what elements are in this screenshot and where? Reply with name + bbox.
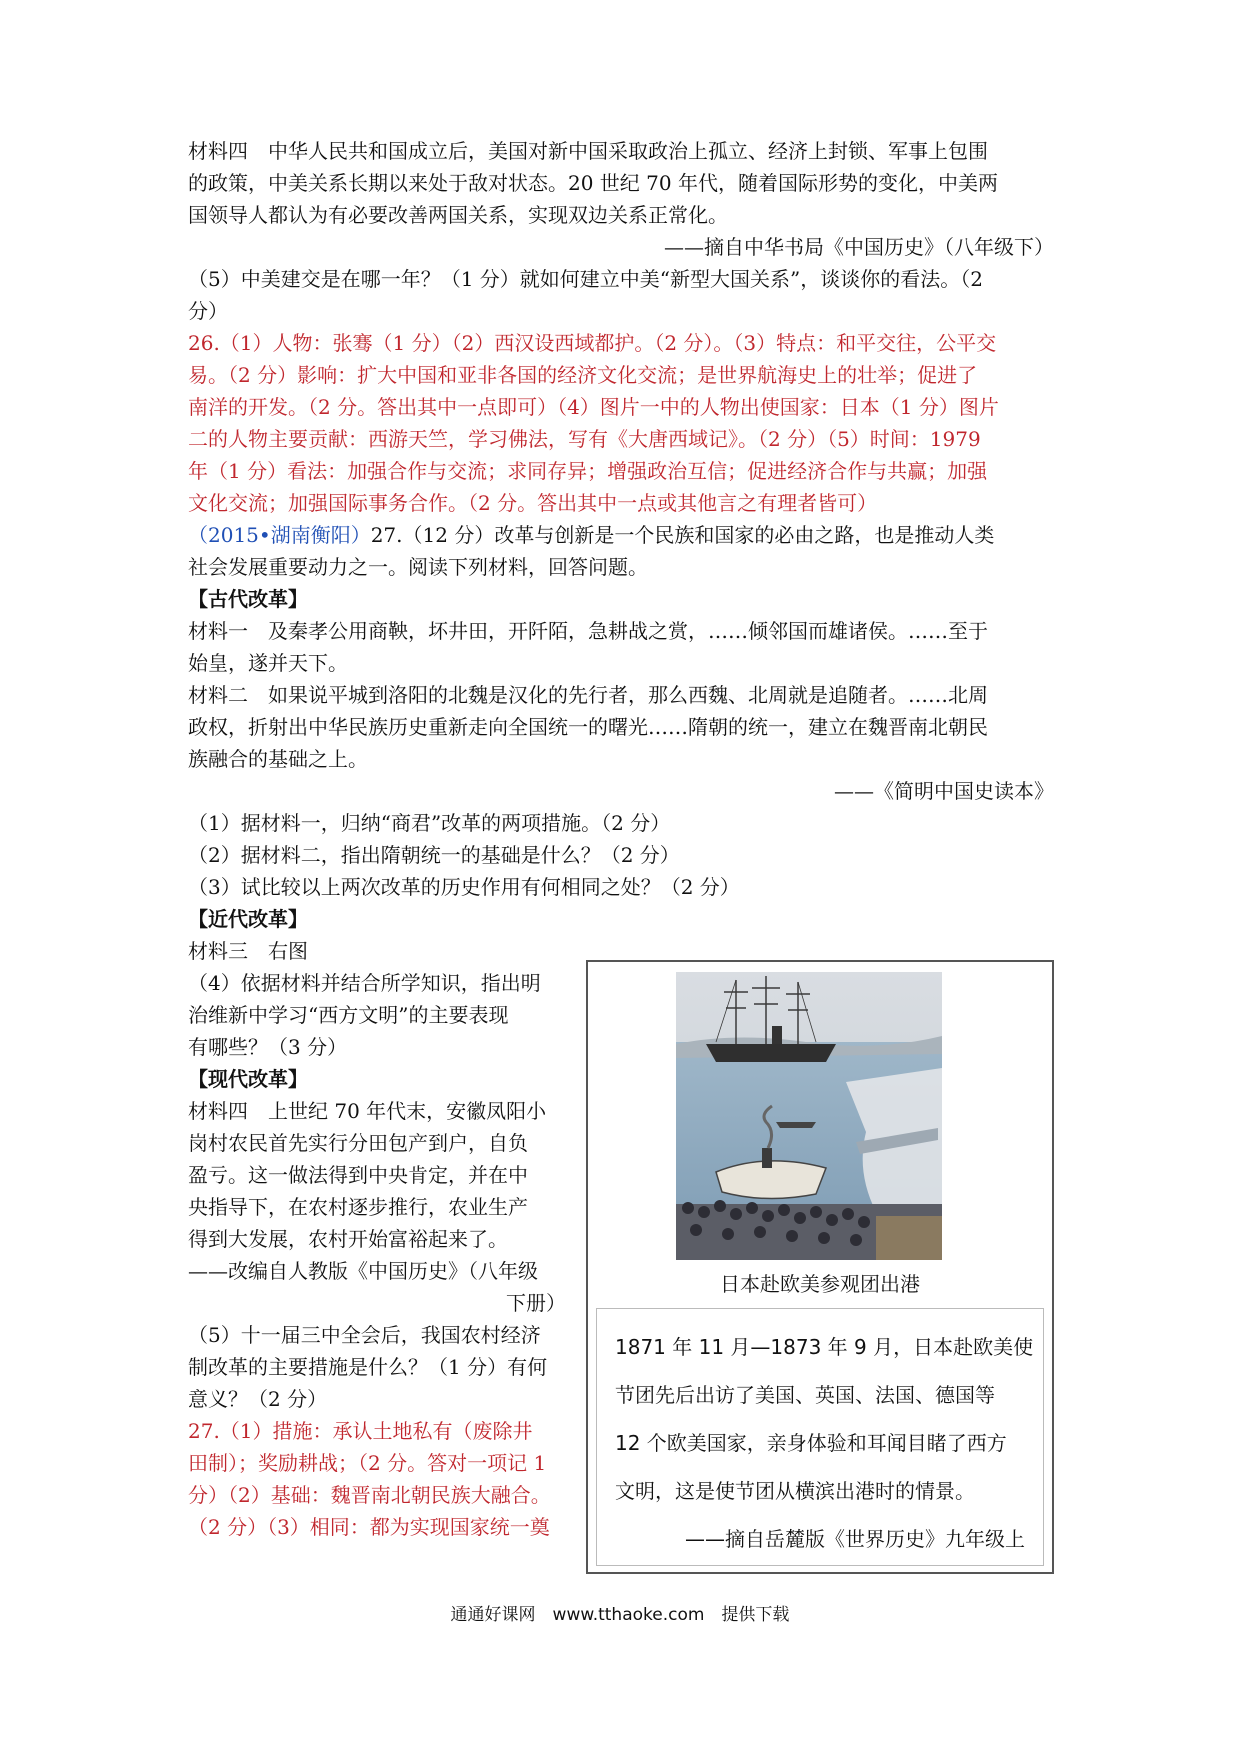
- material4-source: ——摘自中华书局《中国历史》（八年级下）: [664, 235, 1054, 259]
- material1-line-1: 材料一 及秦孝公用商鞅，坏井田，开阡陌，急耕战之赏，……倾邻国而雄诸侯。……至于: [188, 619, 988, 643]
- question3: （3）试比较以上两次改革的历史作用有何相同之处？（2 分）: [188, 875, 740, 899]
- section-ancient-reform: 【古代改革】: [188, 587, 308, 611]
- material4b-line-2: 岗村农民首先实行分田包产到户，自负: [188, 1131, 528, 1155]
- question5-line-2: 分）: [188, 299, 228, 323]
- question5b-line-3: 意义？（2 分）: [188, 1387, 328, 1411]
- question2: （2）据材料二，指出隋朝统一的基础是什么？（2 分）: [188, 843, 680, 867]
- answer26-line-3: 南洋的开发。（2 分。答出其中一点即可）（4）图片一中的人物出使国家：日本（1 分）图片: [188, 395, 999, 419]
- question27-source-tag: （2015•湖南衡阳）: [188, 523, 371, 547]
- material3-label: 材料三 右图: [188, 939, 308, 963]
- figure-quote-line-2: 节团先后出访了美国、英国、法国、德国等: [615, 1383, 995, 1407]
- answer27-line-4: （2 分）（3）相同：都为实现国家统一奠: [188, 1515, 550, 1539]
- figure-quote-line-1: 1871 年 11 月—1873 年 9 月，日本赴欧美使: [615, 1335, 1034, 1359]
- material4b-line-4: 央指导下，在农村逐步推行，农业生产: [188, 1195, 528, 1219]
- figure-quote-line-4: 文明，这是使节团从横滨出港时的情景。: [615, 1479, 975, 1503]
- page-footer: 通通好课网 www.tthaoke.com 提供下载: [450, 1605, 790, 1625]
- ship-departure-painting: [676, 972, 942, 1260]
- material4b-line-3: 盈亏。这一做法得到中央肯定，并在中: [188, 1163, 528, 1187]
- material4b-source-line-2: 下册）: [506, 1291, 566, 1315]
- answer26-line-4: 二的人物主要贡献：西游天竺，学习佛法，写有《大唐西域记》。（2 分）（5）时间：1979: [188, 427, 981, 451]
- figure-caption: 日本赴欧美参观团出港: [720, 1272, 920, 1296]
- answer26-line-2: 易。（2 分）影响：扩大中国和亚非各国的经济文化交流；是世界航海史上的壮举；促进了: [188, 363, 978, 387]
- material2-source: ——《简明中国史读本》: [834, 779, 1054, 803]
- question5b-line-2: 制改革的主要措施是什么？（1 分）有何: [188, 1355, 548, 1379]
- section-modern-reform: 【近代改革】: [188, 907, 308, 931]
- question27-intro: 27.（12 分）改革与创新是一个民族和国家的必由之路，也是推动人类: [370, 523, 995, 547]
- material4b-line-5: 得到大发展，农村开始富裕起来了。: [188, 1227, 508, 1251]
- question1: （1）据材料一，归纳“商君”改革的两项措施。（2 分）: [188, 811, 671, 835]
- material4-line-3: 国领导人都认为有必要改善两国关系，实现双边关系正常化。: [188, 203, 728, 227]
- figure-box: [586, 960, 1054, 1574]
- answer27-line-1: 27.（1）措施：承认土地私有（废除井: [188, 1419, 533, 1443]
- question5b-line-1: （5）十一届三中全会后，我国农村经济: [188, 1323, 541, 1347]
- section-contemporary-reform: 【现代改革】: [188, 1067, 308, 1091]
- answer26-line-1: 26.（1）人物：张骞（1 分）（2）西汉设西域都护。（2 分）。（3）特点：和平交往，公平交: [188, 331, 997, 355]
- material1-line-2: 始皇，遂并天下。: [188, 651, 348, 675]
- material4b-source-line-1: ——改编自人教版《中国历史》（八年级: [188, 1259, 538, 1283]
- question4-line-3: 有哪些？（3 分）: [188, 1035, 348, 1059]
- material4-line-1: 材料四 中华人民共和国成立后，美国对新中国采取政治上孤立、经济上封锁、军事上包围: [188, 139, 988, 163]
- question4-line-2: 治维新中学习“西方文明”的主要表现: [188, 1003, 509, 1027]
- question27-line-2: 社会发展重要动力之一。阅读下列材料，回答问题。: [188, 555, 648, 579]
- answer27-line-3: 分）（2）基础：魏晋南北朝民族大融合。: [188, 1483, 551, 1507]
- material2-line-3: 族融合的基础之上。: [188, 747, 368, 771]
- answer26-line-6: 文化交流；加强国际事务合作。（2 分。答出其中一点或其他言之有理者皆可）: [188, 491, 878, 515]
- figure-quote-source: ——摘自岳麓版《世界历史》九年级上: [685, 1527, 1025, 1551]
- material2-line-2: 政权，折射出中华民族历史重新走向全国统一的曙光……隋朝的统一，建立在魏晋南北朝民: [188, 715, 988, 739]
- material4-line-2: 的政策，中美关系长期以来处于敌对状态。20 世纪 70 年代，随着国际形势的变化，中美两: [188, 171, 998, 195]
- figure-quote-line-3: 12 个欧美国家，亲身体验和耳闻目睹了西方: [615, 1431, 1007, 1455]
- figure-quote-box: [596, 1308, 1044, 1566]
- answer26-line-5: 年（1 分）看法：加强合作与交流；求同存异；增强政治互信；促进经济合作与共赢；加强: [188, 459, 988, 483]
- question5-line-1: （5）中美建交是在哪一年？（1 分）就如何建立中美“新型大国关系”，谈谈你的看法。（2: [188, 267, 983, 291]
- material2-line-1: 材料二 如果说平城到洛阳的北魏是汉化的先行者，那么西魏、北周就是追随者。……北周: [188, 683, 988, 707]
- question27-line-1: [188, 519, 994, 551]
- answer27-line-2: 田制）；奖励耕战；（2 分。答对一项记 1: [188, 1451, 547, 1475]
- material4b-line-1: 材料四 上世纪 70 年代末，安徽凤阳小: [188, 1099, 547, 1123]
- question4-line-1: （4）依据材料并结合所学知识，指出明: [188, 971, 541, 995]
